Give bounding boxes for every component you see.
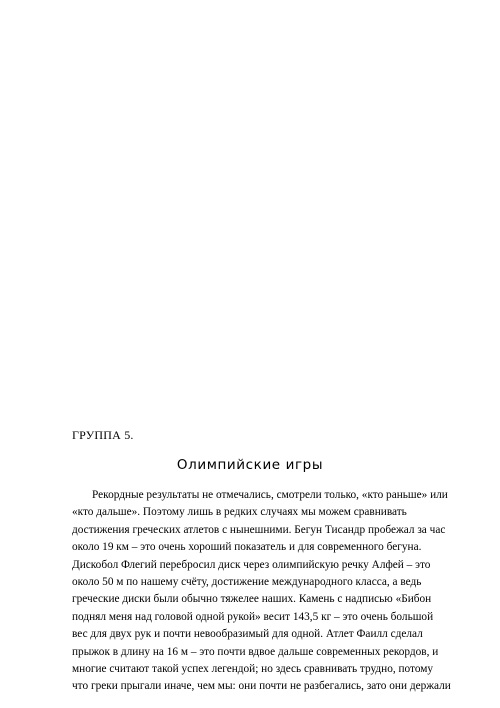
paragraph-line: около 19 км – это очень хороший показатель и для современного бегуна.	[72, 541, 422, 554]
paragraph-line: поднял меня над головой одной рукой» весит 143,5 кг – это очень большой	[72, 610, 434, 623]
paragraph-line: около 50 м по нашему счёту, достижение международного класса, а ведь	[72, 575, 422, 588]
paragraph-line: достижения греческих атлетов с нынешними. Бегун Тисандр пробежал за час	[72, 523, 446, 536]
paragraph-line: что греки прыгали иначе, чем мы: они почти не разбегались, зато они держали	[72, 680, 451, 693]
paragraph-line: вес для двух рук и почти невообразимый для одной. Атлет Фаилл сделал	[72, 628, 423, 641]
paragraph-line: прыжок в длину на 16 м – это почти вдвое дальше современных рекордов, и	[72, 645, 439, 658]
paragraph-line: Дискобол Флегий перебросил диск через олимпийскую речку Алфей – это	[72, 558, 431, 571]
paragraph-line: греческие диски были обычно тяжелее наших. Камень с надписью «Бибон	[72, 593, 432, 606]
paragraph-line: многие считают такой успех легендой; но здесь сравнивать трудно, потому	[72, 662, 434, 675]
section-title: Олимпийские игры	[176, 457, 324, 473]
body-paragraph	[72, 487, 472, 696]
paragraph-line: Рекордные результаты не отмечались, смотрели только, «кто раньше» или	[92, 489, 448, 501]
paragraph-line: «кто дальше». Поэтому лишь в редких случаях мы можем сравнивать	[72, 506, 407, 519]
group-label: ГРУППА 5.	[72, 428, 134, 442]
